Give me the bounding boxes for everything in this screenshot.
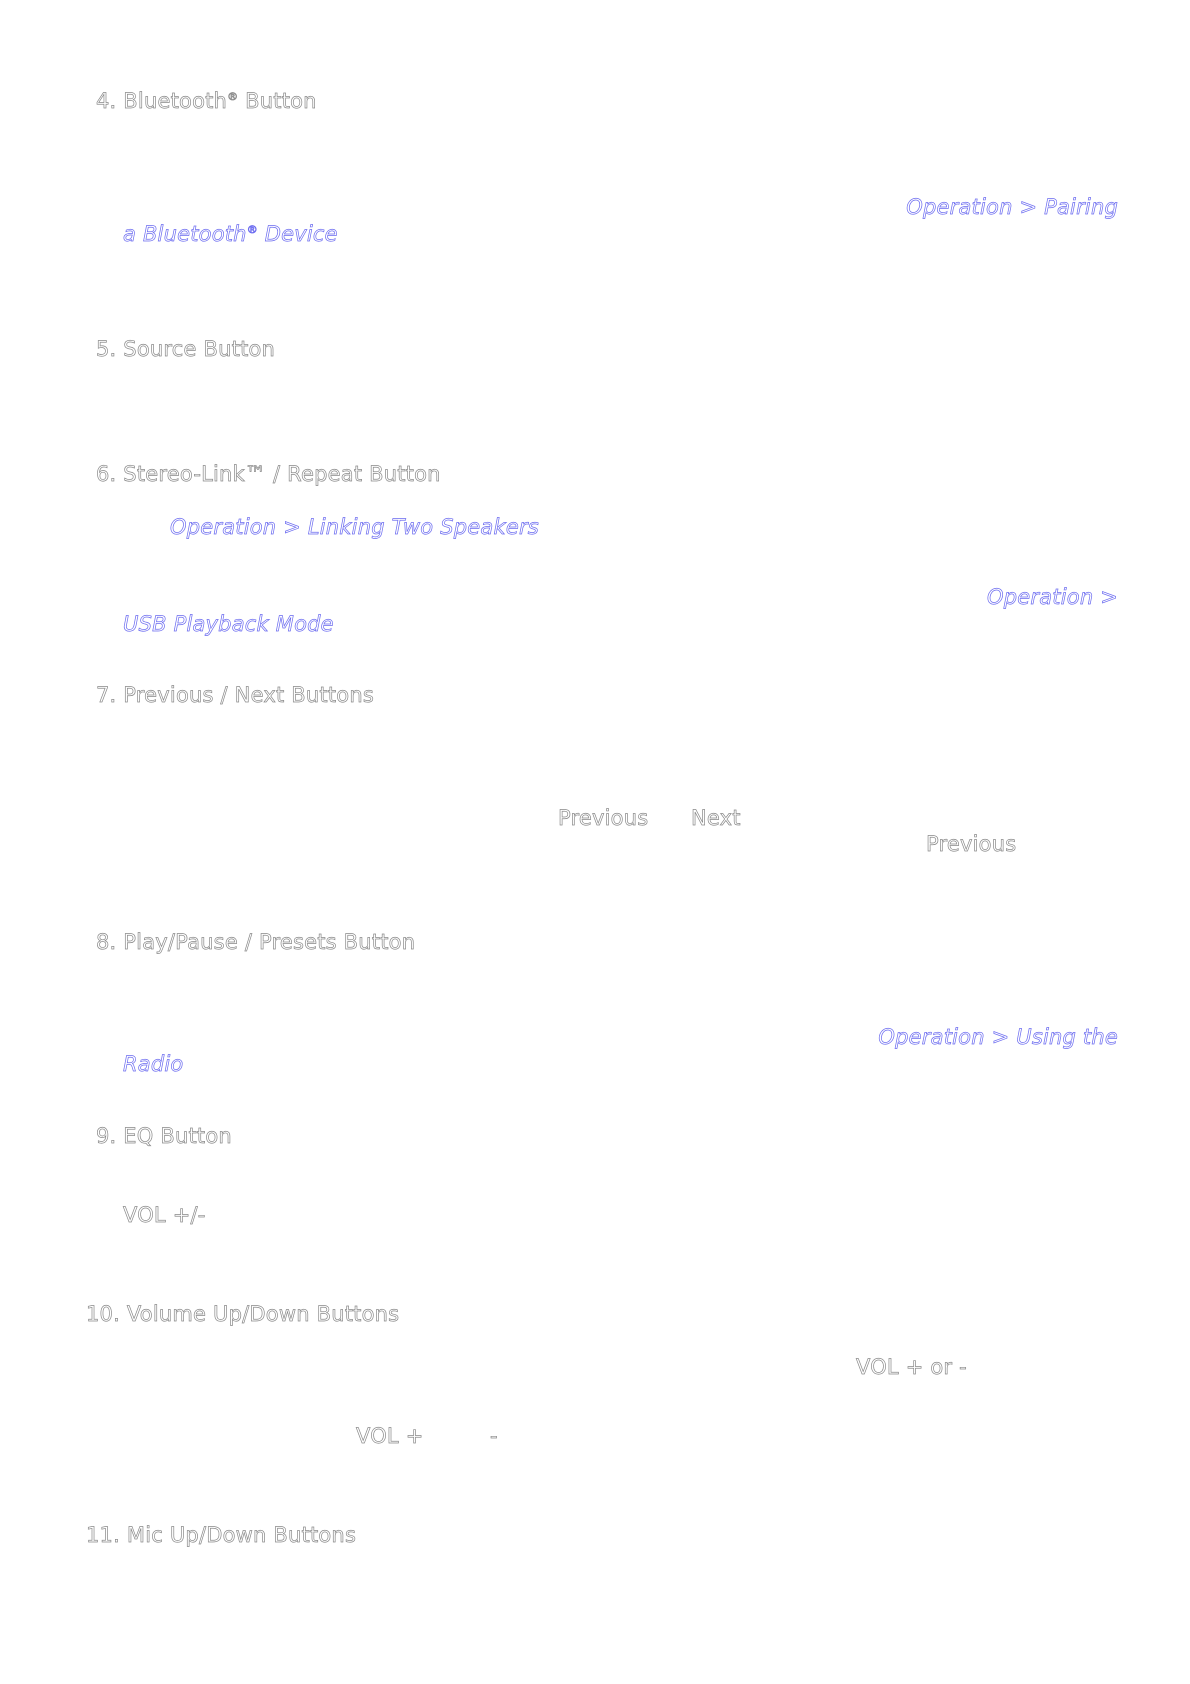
link-using-radio-line1[interactable]: Operation > Using the xyxy=(878,1025,1118,1049)
section-7-heading: 7. Previous / Next Buttons xyxy=(96,683,374,707)
section-9-heading: 9. EQ Button xyxy=(96,1124,232,1148)
section-5-heading: 5. Source Button xyxy=(96,337,276,361)
registered-mark: ® xyxy=(227,90,239,103)
link-usb-playback-line1[interactable]: Operation > xyxy=(987,585,1118,609)
keyword-previous: Previous xyxy=(558,806,649,830)
link-line2-main: a Bluetooth xyxy=(123,222,247,246)
keyword-previous-2: Previous xyxy=(926,832,1017,856)
link-line2-rest: Device xyxy=(257,222,338,246)
keyword-vol-plus: VOL + xyxy=(356,1424,424,1448)
keyword-next: Next xyxy=(691,806,741,830)
registered-mark: ® xyxy=(246,223,258,236)
section-4-heading-main: 4. Bluetooth xyxy=(96,89,228,113)
link-pairing-bluetooth-line2[interactable] xyxy=(123,221,338,247)
section-11-heading: 11. Mic Up/Down Buttons xyxy=(86,1523,357,1547)
keyword-vol-plus-minus: VOL +/- xyxy=(123,1203,206,1227)
section-10-heading: 10. Volume Up/Down Buttons xyxy=(86,1302,400,1326)
keyword-minus: - xyxy=(490,1424,498,1448)
link-using-radio-line2[interactable]: Radio xyxy=(123,1052,184,1076)
section-4-heading xyxy=(96,88,317,114)
keyword-vol-plus-or-minus: VOL + or - xyxy=(856,1355,967,1379)
section-6-heading: 6. Stereo-Link™ / Repeat Button xyxy=(96,462,441,486)
link-pairing-bluetooth-line1[interactable]: Operation > Pairing xyxy=(906,195,1118,219)
section-4-heading-rest: Button xyxy=(238,89,317,113)
link-linking-two-speakers[interactable]: Operation > Linking Two Speakers xyxy=(170,515,539,539)
link-usb-playback-line2[interactable]: USB Playback Mode xyxy=(123,612,334,636)
section-8-heading: 8. Play/Pause / Presets Button xyxy=(96,930,416,954)
